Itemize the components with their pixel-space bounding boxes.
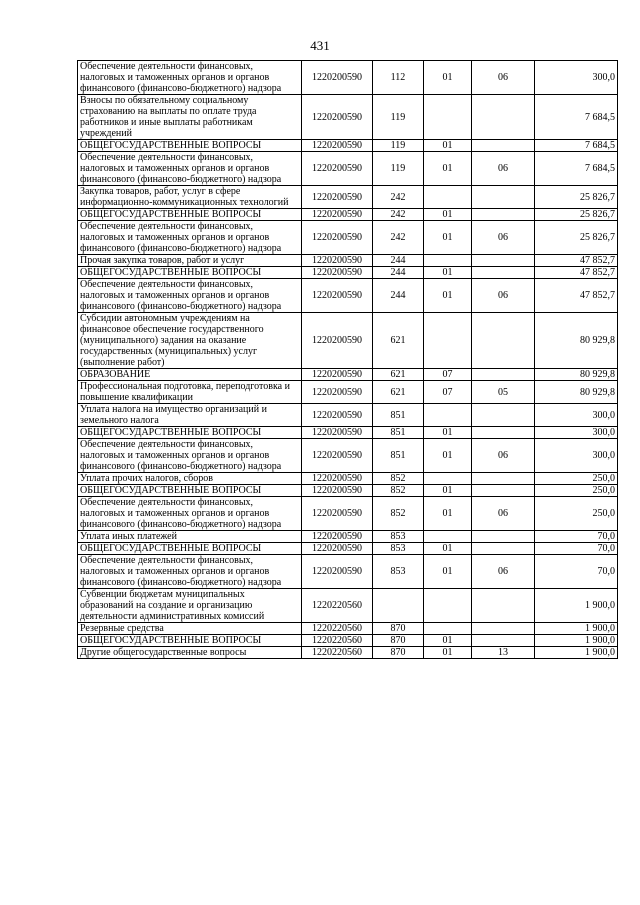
cell-subsection [472, 427, 535, 439]
cell-section: 01 [424, 439, 472, 473]
table-row [78, 555, 618, 589]
cell-section [424, 313, 472, 369]
cell-target-article: 1220200590 [302, 209, 373, 221]
cell-target-article: 1220220560 [302, 589, 373, 623]
cell-expense-type: 851 [373, 427, 424, 439]
cell-section: 01 [424, 221, 472, 255]
cell-section: 07 [424, 369, 472, 381]
table-row [78, 381, 618, 404]
cell-amount: 47 852,7 [535, 255, 618, 267]
cell-name: Прочая закупка товаров, работ и услуг [78, 255, 302, 267]
cell-target-article: 1220200590 [302, 473, 373, 485]
cell-subsection: 06 [472, 555, 535, 589]
cell-amount: 70,0 [535, 531, 618, 543]
cell-name: ОБЩЕГОСУДАРСТВЕННЫЕ ВОПРОСЫ [78, 427, 302, 439]
cell-subsection [472, 369, 535, 381]
cell-amount: 7 684,5 [535, 95, 618, 140]
cell-subsection: 06 [472, 497, 535, 531]
cell-target-article: 1220200590 [302, 61, 373, 95]
cell-section: 01 [424, 497, 472, 531]
cell-name: Резервные средства [78, 623, 302, 635]
cell-name: ОБЩЕГОСУДАРСТВЕННЫЕ ВОПРОСЫ [78, 140, 302, 152]
cell-subsection [472, 623, 535, 635]
cell-section: 01 [424, 61, 472, 95]
cell-target-article: 1220200590 [302, 369, 373, 381]
table-row [78, 473, 618, 485]
cell-name: ОБЩЕГОСУДАРСТВЕННЫЕ ВОПРОСЫ [78, 635, 302, 647]
cell-amount: 300,0 [535, 427, 618, 439]
cell-expense-type: 851 [373, 404, 424, 427]
table-row [78, 427, 618, 439]
table-row [78, 531, 618, 543]
cell-name: Обеспечение деятельности финансовых, налоговых и таможенных органов и органов финансового (финансово-бюджетного) надзора [78, 221, 302, 255]
cell-target-article: 1220200590 [302, 381, 373, 404]
table-row [78, 369, 618, 381]
cell-subsection: 06 [472, 61, 535, 95]
table-row [78, 543, 618, 555]
cell-subsection [472, 186, 535, 209]
cell-subsection [472, 255, 535, 267]
cell-target-article: 1220200590 [302, 439, 373, 473]
cell-amount: 70,0 [535, 543, 618, 555]
table-row [78, 635, 618, 647]
cell-section [424, 473, 472, 485]
cell-name: ОБРАЗОВАНИЕ [78, 369, 302, 381]
budget-table [77, 60, 618, 659]
cell-name: Закупка товаров, работ, услуг в сфере информационно-коммуникационных технологий [78, 186, 302, 209]
cell-target-article: 1220200590 [302, 313, 373, 369]
cell-subsection [472, 209, 535, 221]
table-row [78, 589, 618, 623]
cell-expense-type: 870 [373, 647, 424, 659]
budget-table-body [78, 61, 618, 659]
cell-target-article: 1220200590 [302, 95, 373, 140]
cell-expense-type: 244 [373, 279, 424, 313]
table-row [78, 313, 618, 369]
cell-expense-type: 870 [373, 623, 424, 635]
cell-target-article: 1220200590 [302, 555, 373, 589]
cell-expense-type: 852 [373, 497, 424, 531]
cell-expense-type: 853 [373, 531, 424, 543]
cell-amount: 80 929,8 [535, 369, 618, 381]
cell-name: Обеспечение деятельности финансовых, налоговых и таможенных органов и органов финансового (финансово-бюджетного) надзора [78, 279, 302, 313]
table-row [78, 186, 618, 209]
cell-target-article: 1220200590 [302, 427, 373, 439]
cell-section [424, 531, 472, 543]
cell-section [424, 95, 472, 140]
cell-name: Уплата налога на имущество организаций и земельного налога [78, 404, 302, 427]
cell-subsection [472, 313, 535, 369]
cell-subsection: 06 [472, 279, 535, 313]
table-row [78, 95, 618, 140]
cell-section [424, 255, 472, 267]
table-row [78, 404, 618, 427]
cell-amount: 80 929,8 [535, 313, 618, 369]
table-row [78, 623, 618, 635]
page-number: 431 [310, 38, 330, 53]
cell-target-article: 1220200590 [302, 404, 373, 427]
cell-section: 07 [424, 381, 472, 404]
cell-section: 01 [424, 485, 472, 497]
cell-expense-type: 853 [373, 555, 424, 589]
cell-section [424, 186, 472, 209]
cell-section: 01 [424, 635, 472, 647]
cell-subsection [472, 473, 535, 485]
cell-target-article: 1220200590 [302, 497, 373, 531]
cell-section: 01 [424, 152, 472, 186]
cell-amount: 300,0 [535, 404, 618, 427]
cell-target-article: 1220200590 [302, 543, 373, 555]
cell-amount: 7 684,5 [535, 140, 618, 152]
cell-name: Обеспечение деятельности финансовых, налоговых и таможенных органов и органов финансового (финансово-бюджетного) надзора [78, 152, 302, 186]
cell-expense-type: 852 [373, 485, 424, 497]
table-row [78, 485, 618, 497]
cell-subsection: 06 [472, 439, 535, 473]
cell-expense-type: 112 [373, 61, 424, 95]
cell-expense-type: 242 [373, 209, 424, 221]
cell-name: Обеспечение деятельности финансовых, налоговых и таможенных органов и органов финансового (финансово-бюджетного) надзора [78, 439, 302, 473]
cell-name: ОБЩЕГОСУДАРСТВЕННЫЕ ВОПРОСЫ [78, 267, 302, 279]
cell-name: Уплата иных платежей [78, 531, 302, 543]
cell-expense-type: 242 [373, 186, 424, 209]
cell-target-article: 1220200590 [302, 255, 373, 267]
cell-amount: 7 684,5 [535, 152, 618, 186]
cell-target-article: 1220200590 [302, 140, 373, 152]
cell-subsection [472, 267, 535, 279]
cell-expense-type: 852 [373, 473, 424, 485]
cell-subsection: 13 [472, 647, 535, 659]
cell-subsection [472, 635, 535, 647]
cell-section: 01 [424, 209, 472, 221]
cell-target-article: 1220220560 [302, 647, 373, 659]
table-row [78, 255, 618, 267]
table-row [78, 209, 618, 221]
cell-expense-type [373, 589, 424, 623]
cell-name: ОБЩЕГОСУДАРСТВЕННЫЕ ВОПРОСЫ [78, 543, 302, 555]
cell-subsection [472, 531, 535, 543]
cell-amount: 1 900,0 [535, 589, 618, 623]
table-row [78, 221, 618, 255]
cell-name: ОБЩЕГОСУДАРСТВЕННЫЕ ВОПРОСЫ [78, 485, 302, 497]
cell-amount: 250,0 [535, 497, 618, 531]
cell-name: Обеспечение деятельности финансовых, налоговых и таможенных органов и органов финансового (финансово-бюджетного) надзора [78, 61, 302, 95]
cell-expense-type: 244 [373, 255, 424, 267]
cell-subsection [472, 404, 535, 427]
cell-amount: 80 929,8 [535, 381, 618, 404]
cell-target-article: 1220220560 [302, 635, 373, 647]
cell-amount: 25 826,7 [535, 221, 618, 255]
cell-amount: 250,0 [535, 485, 618, 497]
cell-amount: 250,0 [535, 473, 618, 485]
cell-amount: 47 852,7 [535, 267, 618, 279]
cell-name: Уплата прочих налогов, сборов [78, 473, 302, 485]
cell-expense-type: 621 [373, 369, 424, 381]
cell-section: 01 [424, 140, 472, 152]
cell-amount: 1 900,0 [535, 635, 618, 647]
cell-expense-type: 119 [373, 140, 424, 152]
table-row [78, 439, 618, 473]
cell-target-article: 1220220560 [302, 623, 373, 635]
cell-subsection [472, 589, 535, 623]
cell-name: Другие общегосударственные вопросы [78, 647, 302, 659]
cell-section: 01 [424, 555, 472, 589]
cell-subsection [472, 95, 535, 140]
cell-section [424, 623, 472, 635]
table-row [78, 497, 618, 531]
cell-expense-type: 853 [373, 543, 424, 555]
cell-amount: 70,0 [535, 555, 618, 589]
cell-name: Обеспечение деятельности финансовых, налоговых и таможенных органов и органов финансового (финансово-бюджетного) надзора [78, 555, 302, 589]
cell-section: 01 [424, 543, 472, 555]
cell-target-article: 1220200590 [302, 279, 373, 313]
cell-name: Обеспечение деятельности финансовых, налоговых и таможенных органов и органов финансового (финансово-бюджетного) надзора [78, 497, 302, 531]
table-row [78, 61, 618, 95]
cell-amount: 25 826,7 [535, 209, 618, 221]
cell-target-article: 1220200590 [302, 485, 373, 497]
cell-section [424, 404, 472, 427]
cell-expense-type: 621 [373, 381, 424, 404]
cell-amount: 1 900,0 [535, 623, 618, 635]
cell-name: Субвенции бюджетам муниципальных образований на создание и организацию деятельности административных комиссий [78, 589, 302, 623]
cell-subsection: 05 [472, 381, 535, 404]
cell-amount: 300,0 [535, 439, 618, 473]
cell-section: 01 [424, 647, 472, 659]
cell-target-article: 1220200590 [302, 186, 373, 209]
cell-target-article: 1220200590 [302, 152, 373, 186]
cell-section: 01 [424, 267, 472, 279]
cell-name: ОБЩЕГОСУДАРСТВЕННЫЕ ВОПРОСЫ [78, 209, 302, 221]
cell-expense-type: 119 [373, 152, 424, 186]
cell-name: Профессиональная подготовка, переподготовка и повышение квалификации [78, 381, 302, 404]
cell-subsection [472, 140, 535, 152]
cell-name: Взносы по обязательному социальному страхованию на выплаты по оплате труда работников и иные выплаты работникам учреждений [78, 95, 302, 140]
cell-expense-type: 242 [373, 221, 424, 255]
table-row [78, 267, 618, 279]
cell-section: 01 [424, 427, 472, 439]
cell-subsection: 06 [472, 221, 535, 255]
table-row [78, 279, 618, 313]
cell-section: 01 [424, 279, 472, 313]
cell-amount: 1 900,0 [535, 647, 618, 659]
cell-target-article: 1220200590 [302, 531, 373, 543]
cell-expense-type: 851 [373, 439, 424, 473]
cell-amount: 25 826,7 [535, 186, 618, 209]
cell-target-article: 1220200590 [302, 267, 373, 279]
cell-amount: 47 852,7 [535, 279, 618, 313]
table-row [78, 140, 618, 152]
cell-expense-type: 621 [373, 313, 424, 369]
cell-expense-type: 119 [373, 95, 424, 140]
cell-expense-type: 870 [373, 635, 424, 647]
cell-subsection: 06 [472, 152, 535, 186]
cell-name: Субсидии автономным учреждениям на финансовое обеспечение государственного (муниципального) задания на оказание государственных (муниципальных) услуг (выполнение работ) [78, 313, 302, 369]
table-row [78, 152, 618, 186]
cell-section [424, 589, 472, 623]
cell-subsection [472, 485, 535, 497]
cell-expense-type: 244 [373, 267, 424, 279]
cell-amount: 300,0 [535, 61, 618, 95]
cell-target-article: 1220200590 [302, 221, 373, 255]
cell-subsection [472, 543, 535, 555]
table-row [78, 647, 618, 659]
